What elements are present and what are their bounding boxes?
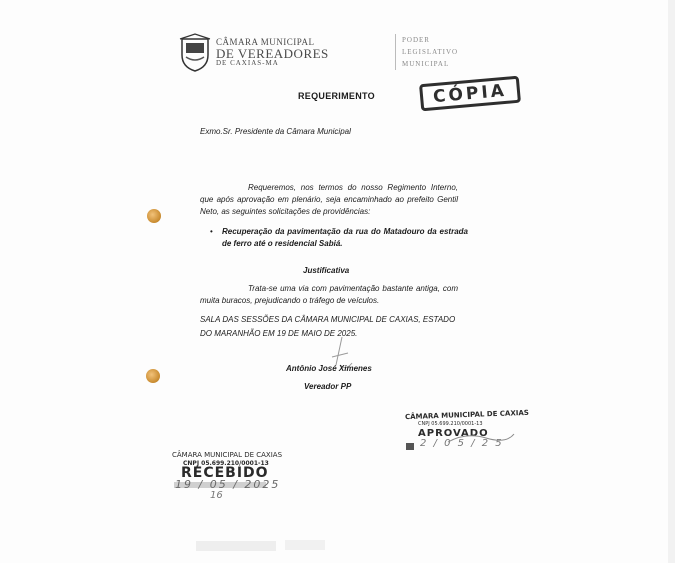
letterhead-line2: DE VEREADORES bbox=[216, 46, 329, 61]
scan-edge bbox=[668, 0, 675, 563]
letterhead-line3: DE CAXIAS-MA bbox=[216, 59, 279, 67]
poder-line: MUNICIPAL bbox=[402, 60, 450, 68]
addressee: Exmo.Sr. Presidente da Câmara Municipal bbox=[200, 127, 351, 136]
closing-paragraph: SALA DAS SESSÕES DA CÂMARA MUNICIPAL DE CAXIAS, ESTADO DO MARANHÃO EM 19 DE MAIO DE 2025. bbox=[200, 315, 456, 338]
municipal-crest-icon bbox=[178, 33, 212, 73]
received-stamp-header: CÂMARA MUNICIPAL DE CAXIAS bbox=[172, 451, 283, 459]
request-item: Recuperação da pavimentação da rua do Matadouro da estrada de ferro até o residencial Sabiá. bbox=[222, 227, 468, 248]
approved-stamp-date: 2 / 0 5 / 2 5 bbox=[420, 438, 504, 449]
signer-role: Vereador PP bbox=[304, 382, 352, 391]
received-initials: 16 bbox=[210, 490, 223, 501]
copy-stamp: CÓPIA bbox=[419, 76, 521, 112]
faded-bleed-through bbox=[196, 541, 276, 551]
justification-paragraph: Trata-se uma via com pavimentação bastante antiga, com muita buracos, prejudicando o tráfego de veículos. bbox=[200, 284, 458, 305]
document-title: REQUERIMENTO bbox=[298, 91, 375, 101]
faded-bleed-through bbox=[285, 540, 325, 550]
poder-line: PODER bbox=[402, 36, 430, 44]
punch-hole bbox=[146, 369, 160, 383]
bullet-icon: • bbox=[210, 227, 213, 236]
received-stamp-date: 19 / 05 / 2025 bbox=[175, 478, 281, 491]
approved-stamp-header: CÂMARA MUNICIPAL DE CAXIAS bbox=[404, 408, 529, 422]
punch-hole bbox=[147, 209, 161, 223]
approved-stamp-label: APROVADO bbox=[418, 428, 489, 439]
poder-legislativo-label bbox=[395, 34, 458, 70]
poder-line: LEGISLATIVO bbox=[402, 48, 459, 56]
approved-signature-scrawl bbox=[446, 424, 516, 448]
approved-stamp-mark bbox=[406, 443, 414, 450]
received-stamp-cnpj: CNPJ 05.699.210/0001-13 bbox=[183, 460, 269, 467]
signer-name: Antônio José Ximenes bbox=[286, 364, 372, 373]
received-stamp-label: RECEBIDO bbox=[181, 465, 269, 481]
approved-stamp-cnpj: CNPJ 05.699.210/0001-13 bbox=[418, 421, 483, 427]
request-paragraph: Requeremos, nos termos do nosso Regimento Interno, que após aprovação em plenário, seja encaminhado ao prefeito Gentil Neto, as seguintes solicitações de providências: bbox=[200, 183, 458, 216]
justification-heading: Justificativa bbox=[303, 266, 350, 275]
letterhead-line1: CÂMARA MUNICIPAL bbox=[216, 37, 315, 47]
